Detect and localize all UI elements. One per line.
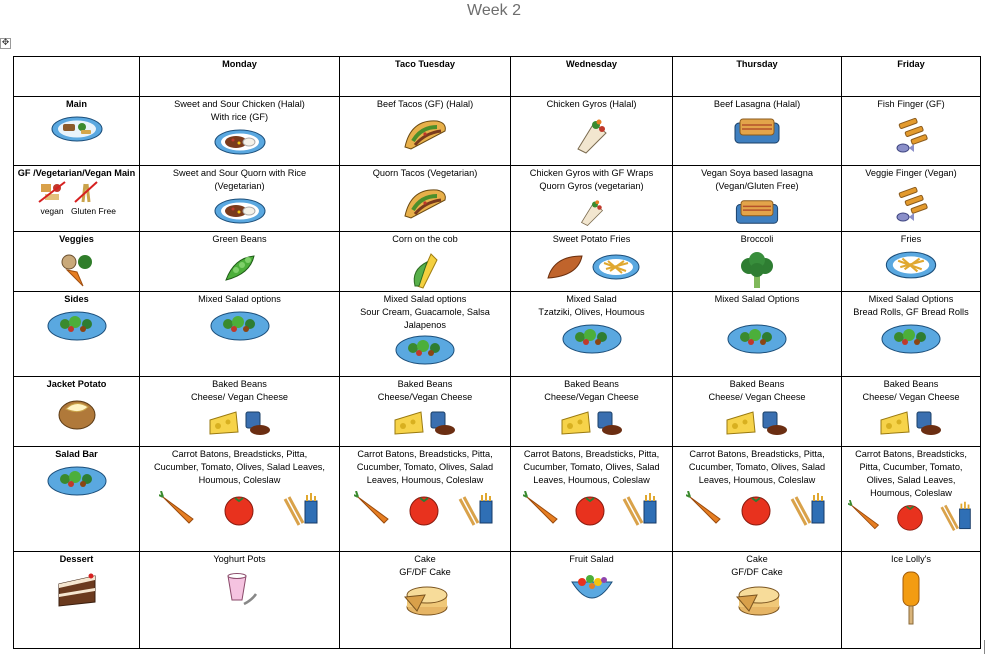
day-header-wednesday: Wednesday (511, 57, 673, 97)
breadsticks-icon (281, 491, 321, 529)
cheese-icon (560, 408, 592, 436)
cell-text-line: Sour Cream, Guacamole, Salsa (360, 307, 490, 317)
cell-sides-tuesday (340, 292, 511, 377)
cell-veggies-monday (140, 232, 340, 292)
cell-text-line: Veggie Finger (Vegan) (865, 168, 957, 178)
cell-sides-thursday (673, 292, 842, 377)
cell-main-tuesday (340, 97, 511, 166)
cell-main-friday (842, 97, 981, 166)
gyros-wrap-icon (572, 115, 612, 155)
cell-text-line: Cheese/ Vegan Cheese (862, 392, 960, 402)
cell-text-line: Sweet and Sour Quorn with Rice (172, 168, 307, 178)
cell-text-line: Houmous, Coleslaw (198, 475, 281, 485)
row-sides (14, 292, 981, 377)
cell-gfveg-monday (140, 166, 340, 232)
gluten-free-label: Gluten Free (71, 206, 116, 216)
lasagna-dish-icon (732, 197, 782, 227)
fries-plate-icon (592, 253, 640, 281)
cell-text-line: Cheese/Vegan Cheese (377, 392, 473, 402)
row-label-text: Jacket Potato (46, 379, 107, 389)
cell-text-line: Fries (900, 234, 922, 244)
salad-plate-icon (47, 310, 107, 342)
cell-main-thursday (673, 97, 842, 166)
cell-text-line: Baked Beans (883, 379, 939, 389)
cell-text-line: GF/DF Cake (731, 567, 783, 577)
cell-text-line: Mixed Salad (566, 294, 617, 304)
fruit-salad-bowl-icon (570, 570, 614, 606)
cell-text-line: Bread Rolls, GF Bread Rolls (853, 307, 969, 317)
carrot-icon (686, 491, 724, 529)
cell-text-line: Cheese/ Vegan Cheese (190, 392, 289, 402)
row-label-text: Dessert (59, 554, 94, 564)
cell-main-monday (140, 97, 340, 166)
cell-veggies-tuesday (340, 232, 511, 292)
cell-text-line: Jalapenos (404, 320, 446, 330)
row-label-veggies (14, 232, 140, 292)
sponge-cake-icon (733, 583, 781, 617)
cell-text-line: Leaves, Houmous, Coleslaw (366, 475, 484, 485)
cell-text-line: Pitta, Cucumber, Tomato, (859, 462, 963, 472)
cell-text-line: Sweet Potato Fries (552, 234, 631, 244)
cell-text-line: Carrot Batons, Breadsticks, Pitta, (357, 449, 493, 459)
table-move-handle-icon[interactable]: ✥ (1, 38, 10, 48)
cell-sides-monday (140, 292, 340, 377)
taco-icon (401, 184, 449, 222)
jacket-potato-icon (56, 395, 98, 431)
cell-text-line: Cucumber, Tomato, Olives, Salad (523, 462, 660, 472)
taco-icon (401, 115, 449, 153)
cell-text-line: Cheese/Vegan Cheese (544, 392, 639, 402)
row-label-sides (14, 292, 140, 377)
carrot-icon (523, 491, 561, 529)
cell-text-line: Beef Lasagna (Halal) (713, 99, 801, 109)
ice-lolly-icon (900, 570, 922, 626)
cell-text-line: Cucumber, Tomato, Olives, Salad (356, 462, 494, 472)
row-jacket-potato (14, 377, 981, 447)
salad-plate-icon (562, 323, 622, 355)
salad-plate-icon (881, 323, 941, 355)
cell-text-line: Cucumber, Tomato, Olives, Salad (688, 462, 826, 472)
cell-gfveg-wednesday (511, 166, 673, 232)
corn-on-the-cob-icon (407, 250, 443, 290)
cell-text-line: Corn on the cob (392, 234, 458, 244)
cell-text-line: (Vegetarian) (214, 181, 265, 191)
cell-jacket-tuesday (340, 377, 511, 447)
cell-jacket-monday (140, 377, 340, 447)
cell-gfveg-friday (842, 166, 981, 232)
page-title: Week 2 (467, 2, 521, 19)
cell-dessert-wednesday (511, 552, 673, 649)
row-label-salad-bar (14, 447, 140, 552)
cell-text-line: Baked Beans (564, 379, 619, 389)
cell-text-line: Cucumber, Tomato, Olives, Salad Leaves, (154, 462, 325, 472)
day-header-tuesday: Taco Tuesday (340, 57, 511, 97)
cell-text-line: Broccoli (740, 234, 774, 244)
cell-saladbar-friday (842, 447, 981, 552)
cell-saladbar-wednesday (511, 447, 673, 552)
sweet-and-sour-rice-icon (214, 197, 266, 225)
cell-text-line: Carrot Batons, Breadsticks, (855, 449, 967, 459)
cell-text-line: Ice Lolly's (890, 554, 932, 564)
carrot-icon (848, 500, 882, 534)
baked-beans-icon (594, 408, 624, 436)
cell-jacket-thursday (673, 377, 842, 447)
baked-beans-icon (427, 408, 457, 436)
cell-main-wednesday (511, 97, 673, 166)
row-label-text: Main (66, 99, 87, 109)
cell-sides-friday (842, 292, 981, 377)
day-header-thursday: Thursday (673, 57, 842, 97)
tomato-icon (895, 502, 925, 532)
cell-veggies-thursday (673, 232, 842, 292)
cake-slice-icon (55, 570, 99, 610)
plated-meal-icon (51, 115, 103, 143)
cell-text-line: Mixed Salad Options (714, 294, 800, 304)
row-label-gf-vegetarian-vegan-main (14, 166, 140, 232)
fish-fingers-icon (889, 115, 933, 155)
cell-text-line: Baked Beans (729, 379, 785, 389)
day-header-friday: Friday (842, 57, 981, 97)
cheese-icon (393, 408, 425, 436)
tomato-icon (573, 493, 607, 527)
row-label-main (14, 97, 140, 166)
cell-text-line: Fish Finger (GF) (877, 99, 945, 109)
row-label-jacket-potato (14, 377, 140, 447)
cell-text-line: Tzatziki, Olives, Houmous (538, 307, 645, 317)
row-dessert (14, 552, 981, 649)
cell-text-line: Mixed Salad options (198, 294, 281, 304)
broccoli-icon (737, 250, 777, 290)
cell-text-line: Chicken Gyros (Halal) (546, 99, 637, 109)
cell-text-line: Mixed Salad Options (868, 294, 954, 304)
salad-plate-icon (47, 465, 107, 497)
carrot-icon (159, 491, 197, 529)
cell-text-line: Chicken Gyros with GF Wraps (529, 168, 654, 178)
veggie-fingers-icon (889, 184, 933, 224)
row-label-text: Salad Bar (55, 449, 98, 459)
tomato-icon (739, 493, 773, 527)
cell-text-line: With rice (GF) (210, 112, 269, 122)
cell-text-line: Baked Beans (212, 379, 267, 389)
no-meat-vegan-icon (37, 180, 67, 204)
row-label-text: GF /Vegetarian/Vegan Main (17, 168, 136, 178)
baked-beans-icon (913, 408, 943, 436)
sponge-cake-icon (401, 583, 449, 617)
cell-text-line: (Vegan/Gluten Free) (715, 181, 799, 191)
cell-text-line: Carrot Batons, Breadsticks, Pitta, (689, 449, 825, 459)
cell-text-line: Carrot Batons, Breadsticks, Pitta, (171, 449, 308, 459)
breadsticks-icon (456, 491, 496, 529)
cell-text-line: Leaves, Houmous, Coleslaw (533, 475, 650, 485)
breadsticks-icon (788, 491, 828, 529)
cell-text-line: GF/DF Cake (399, 567, 451, 577)
cheese-icon (725, 408, 757, 436)
row-label-dessert (14, 552, 140, 649)
cell-text-line: Quorn Tacos (Vegetarian) (372, 168, 478, 178)
cell-text-line: Carrot Batons, Breadsticks, Pitta, (523, 449, 660, 459)
cell-veggies-wednesday (511, 232, 673, 292)
cell-dessert-monday (140, 552, 340, 649)
row-gf-vegetarian-vegan-main (14, 166, 981, 232)
cell-sides-wednesday (511, 292, 673, 377)
cell-text-line: Olives, Salad Leaves, (866, 475, 956, 485)
cell-saladbar-monday (140, 447, 340, 552)
cell-dessert-friday (842, 552, 981, 649)
cheese-icon (208, 408, 240, 436)
page-edge-marker (984, 640, 988, 654)
cell-jacket-friday (842, 377, 981, 447)
cell-text-line: Fruit Salad (569, 554, 614, 564)
tomato-icon (407, 493, 441, 527)
cell-veggies-friday (842, 232, 981, 292)
row-veggies (14, 232, 981, 292)
row-label-text: Veggies (59, 234, 94, 244)
cell-saladbar-thursday (673, 447, 842, 552)
lasagna-dish-icon (732, 115, 782, 147)
cell-text-line: Cake (414, 554, 436, 564)
cell-dessert-thursday (673, 552, 842, 649)
yoghurt-pot-icon (220, 570, 260, 610)
baked-beans-icon (242, 408, 272, 436)
sweet-and-sour-rice-icon (214, 128, 266, 156)
cell-dessert-tuesday (340, 552, 511, 649)
header-row (14, 57, 981, 97)
cell-text-line: Leaves, Houmous, Coleslaw (698, 475, 816, 485)
cell-text-line: Mixed Salad options (383, 294, 467, 304)
tomato-icon (222, 493, 256, 527)
sweet-potato-icon (544, 250, 586, 284)
carrot-icon (354, 491, 392, 529)
green-beans-icon (220, 250, 260, 286)
mixed-vegetables-icon (55, 250, 99, 288)
cell-text-line: Houmous, Coleslaw (870, 488, 952, 498)
cell-text-line: Vegan Soya based lasagna (701, 168, 813, 178)
salad-plate-icon (727, 323, 787, 355)
cell-text-line: Cake (746, 554, 768, 564)
baked-beans-icon (759, 408, 789, 436)
cell-text-line: Yoghurt Pots (213, 554, 266, 564)
no-wheat-gluten-free-icon (71, 180, 101, 204)
fries-plate-icon (885, 250, 937, 280)
cell-text-line: Green Beans (212, 234, 267, 244)
cheese-icon (879, 408, 911, 436)
dietary-symbols (17, 180, 136, 218)
cell-text-line: Sweet and Sour Chicken (Halal) (174, 99, 305, 109)
cell-gfveg-thursday (673, 166, 842, 232)
cell-text-line: Cheese/ Vegan Cheese (708, 392, 806, 402)
row-label-text: Sides (64, 294, 89, 304)
row-main (14, 97, 981, 166)
breadsticks-icon (938, 500, 974, 534)
day-header-monday: Monday (140, 57, 340, 97)
row-salad-bar (14, 447, 981, 552)
breadsticks-icon (620, 491, 660, 529)
corner-cell (14, 57, 140, 97)
vegan-label: vegan (40, 206, 64, 216)
cell-saladbar-tuesday (340, 447, 511, 552)
gyros-wrap-icon (572, 197, 612, 227)
lunch-menu-table (13, 56, 981, 649)
cell-text-line: Beef Tacos (GF) (Halal) (376, 99, 474, 109)
cell-jacket-wednesday (511, 377, 673, 447)
cell-text-line: Quorn Gyros (vegetarian) (539, 181, 644, 191)
cell-gfveg-tuesday (340, 166, 511, 232)
cell-text-line: Baked Beans (397, 379, 453, 389)
salad-plate-icon (210, 310, 270, 342)
salad-plate-icon (395, 334, 455, 366)
